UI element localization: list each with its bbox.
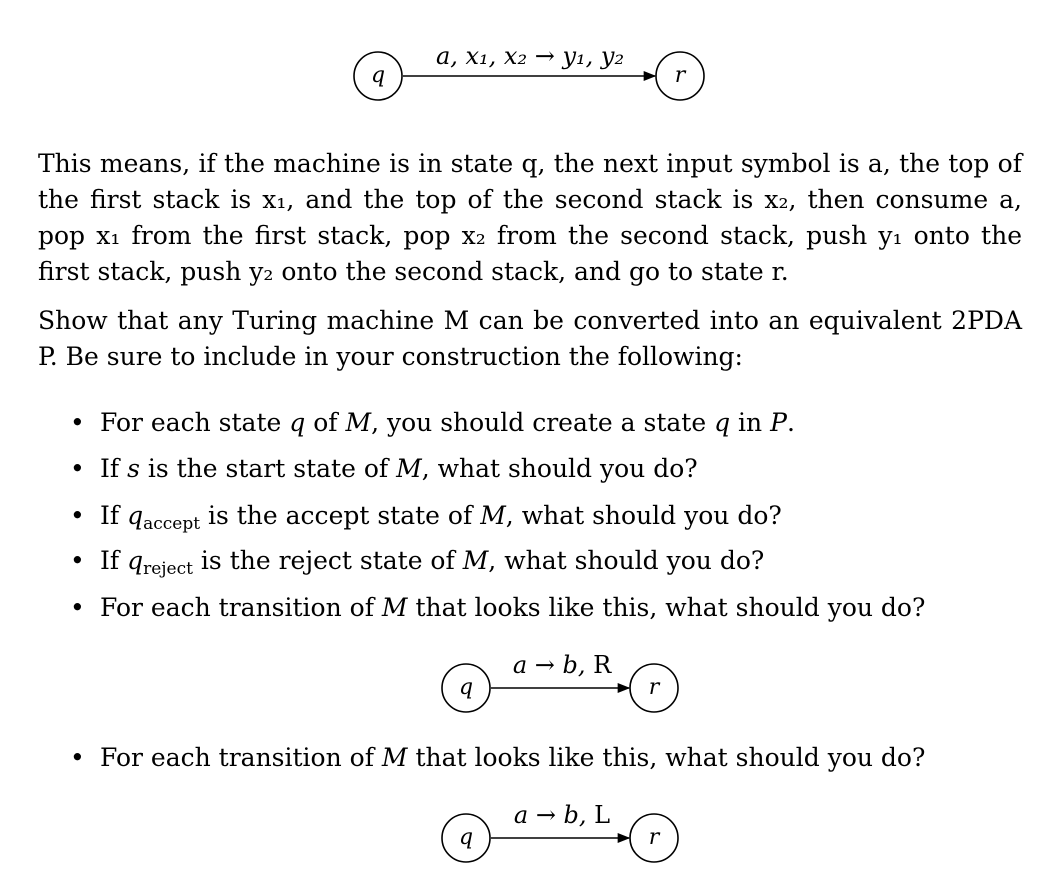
- transition-label: a, x₁, x₂ → y₁, y₂: [435, 42, 625, 70]
- bullet-marker: •: [70, 593, 85, 622]
- transition-label: a → b, R: [512, 651, 612, 679]
- list-item: • If $q_{reject}$ is the reject state of M, what should you do?: [70, 546, 765, 579]
- state-q-label: q: [370, 63, 386, 88]
- list-item: • If s is the start state of M, what should you do?: [70, 454, 698, 483]
- list-item: • For each transition of M that looks like this, what should you do?: [70, 743, 926, 772]
- meaning-paragraph: This means, if the machine is in state q, the next input symbol is a, the top of the first stack is x₁, and the top of the second stack is x₂, then consume a, pop x₁ from the first stack, pop x₂ from the second stack, push y₁ onto the first stack, push y₂ onto the second stack, and go to state r.: [38, 149, 1022, 286]
- bullet-marker: •: [70, 408, 85, 437]
- list-item: • For each transition of M that looks like this, what should you do?: [70, 593, 926, 622]
- transition-label: a → b, L: [513, 801, 611, 829]
- transition-diagram-right: [430, 645, 700, 720]
- bullet-marker: •: [70, 501, 85, 530]
- list-item: • For each state q of M, you should create a state q in P.: [70, 408, 795, 437]
- state-r-label: r: [674, 63, 686, 88]
- state-q-label: q: [458, 825, 474, 850]
- state-q-label: q: [458, 675, 474, 700]
- bullet-marker: •: [70, 454, 85, 483]
- state-r-label: r: [648, 825, 660, 850]
- bullet-marker: •: [70, 743, 85, 772]
- transition-diagram-general: [340, 30, 720, 110]
- transition-diagram-left: [430, 795, 700, 870]
- list-item: • If $q_{accept}$ is the accept state of M, what should you do?: [70, 501, 782, 534]
- task-paragraph: Show that any Turing machine M can be converted into an equivalent 2PDA P. Be sure to include in your construction the following:: [38, 306, 1022, 371]
- state-r-label: r: [648, 675, 660, 700]
- bullet-marker: •: [70, 546, 85, 575]
